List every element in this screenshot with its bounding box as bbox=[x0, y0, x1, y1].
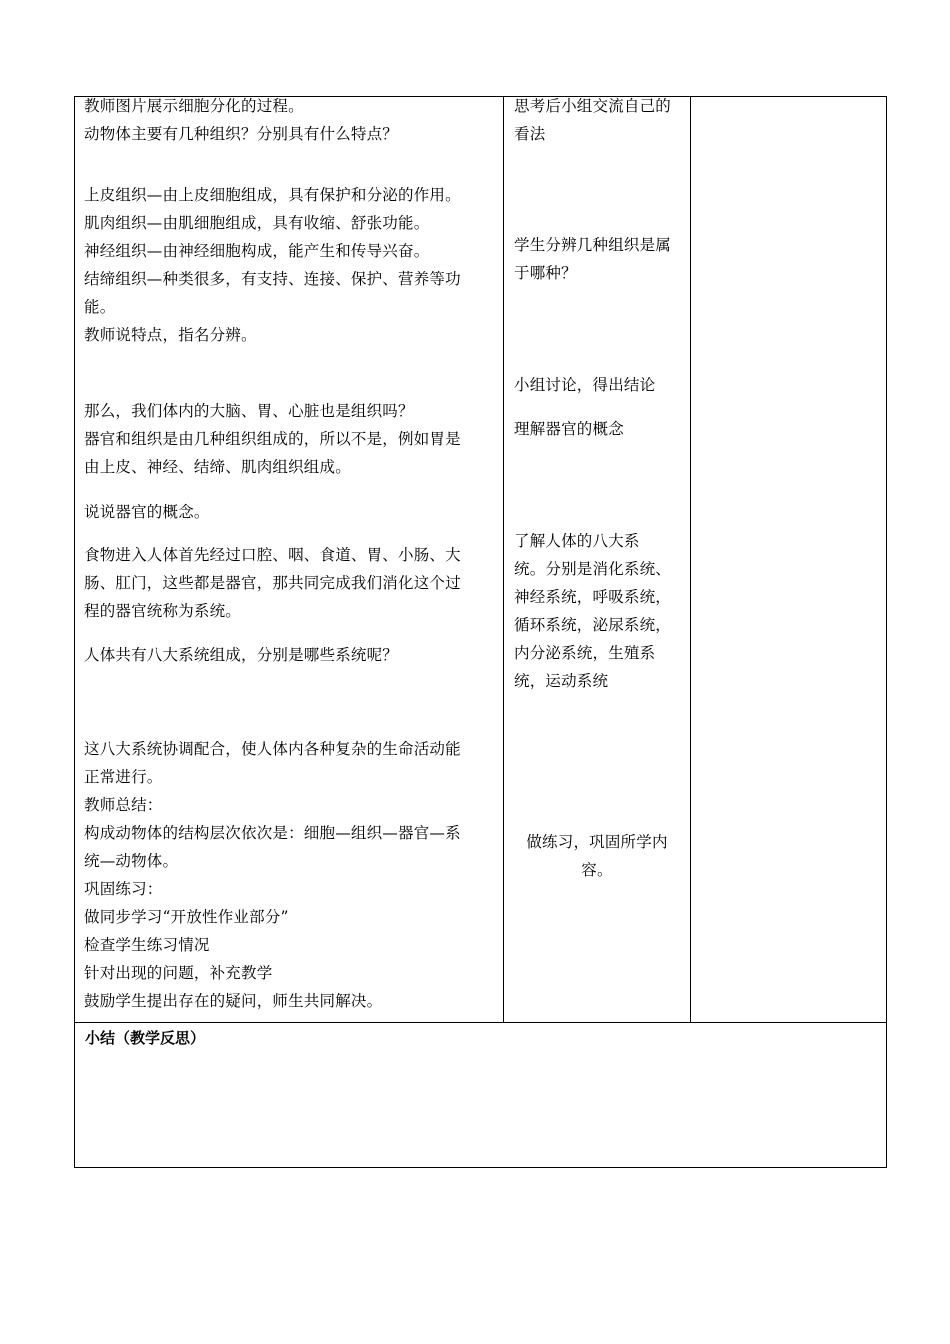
left-line-19: 构成动物体的结构层次依次是：细胞—组织—器官—系 bbox=[84, 824, 461, 842]
left-line-10: 由上皮、神经、结缔、肌肉组织组成。 bbox=[84, 458, 351, 476]
mid-line-0: 思考后小组交流自己的 bbox=[514, 97, 672, 115]
mid-line-5: 理解器官的概念 bbox=[514, 420, 624, 438]
left-line-11: 说说器官的概念。 bbox=[84, 503, 210, 521]
left-line-14: 程的器官统称为系统。 bbox=[84, 602, 242, 620]
mid-line-11: 统，运动系统 bbox=[514, 672, 609, 690]
mid-line-4: 小组讨论，得出结论 bbox=[514, 376, 656, 394]
left-line-15: 人体共有八大系统组成，分别是哪些系统呢？ bbox=[84, 646, 399, 664]
left-line-12: 食物进入人体首先经过口腔、咽、食道、胃、小肠、大 bbox=[84, 546, 461, 564]
left-line-4: 神经组织—由神经细胞构成，能产生和传导兴奋。 bbox=[84, 242, 430, 260]
mid-line-3: 于哪种？ bbox=[514, 264, 577, 282]
left-line-2: 上皮组织—由上皮细胞组成，具有保护和分泌的作用。 bbox=[84, 186, 461, 204]
mid-line-8: 神经系统，呼吸系统， bbox=[514, 588, 672, 606]
left-line-17: 正常进行。 bbox=[84, 768, 163, 786]
left-line-24: 针对出现的问题，补充教学 bbox=[84, 964, 273, 982]
left-line-1: 动物体主要有几种组织？分别具有什么特点？ bbox=[84, 125, 399, 143]
left-line-5: 结缔组织—种类很多，有支持、连接、保护、营养等功 bbox=[84, 270, 461, 288]
left-line-6: 能。 bbox=[84, 298, 116, 316]
left-line-8: 那么，我们体内的大脑、胃、心脏也是组织吗？ bbox=[84, 402, 414, 420]
mid-line-7: 统。分别是消化系统、 bbox=[514, 560, 672, 578]
row-divider bbox=[75, 1022, 886, 1023]
mid-line-9: 循环系统，泌尿系统， bbox=[514, 616, 672, 634]
left-line-16: 这八大系统协调配合，使人体内各种复杂的生命活动能 bbox=[84, 740, 461, 758]
left-line-7: 教师说特点，指名分辨。 bbox=[84, 326, 257, 344]
left-line-3: 肌肉组织—由肌细胞组成，具有收缩、舒张功能。 bbox=[84, 214, 430, 232]
lesson-table bbox=[74, 96, 887, 1168]
mid-line-2: 学生分辨几种组织是属 bbox=[514, 236, 672, 254]
left-line-0: 教师图片展示细胞分化的过程。 bbox=[84, 97, 304, 115]
left-line-22: 做同步学习“开放性作业部分” bbox=[84, 908, 289, 926]
summary-heading: 小结（教学反思） bbox=[85, 1029, 206, 1047]
mid-line-13: 容。 bbox=[581, 861, 613, 879]
mid-line-6: 了解人体的八大系 bbox=[514, 532, 640, 550]
left-line-20: 统—动物体。 bbox=[84, 852, 179, 870]
mid-line-1: 看法 bbox=[514, 125, 546, 143]
left-line-23: 检查学生练习情况 bbox=[84, 936, 210, 954]
mid-line-12: 做练习，巩固所学内 bbox=[526, 833, 668, 851]
left-line-9: 器官和组织是由几种组织组成的，所以不是，例如胃是 bbox=[84, 430, 461, 448]
left-line-18: 教师总结： bbox=[84, 796, 163, 814]
left-line-25: 鼓励学生提出存在的疑问，师生共同解决。 bbox=[84, 992, 383, 1010]
mid-line-10: 内分泌系统，生殖系 bbox=[514, 644, 656, 662]
left-line-13: 肠、肛门，这些都是器官，那共同完成我们消化这个过 bbox=[84, 574, 461, 592]
column-divider-2 bbox=[690, 97, 691, 1022]
left-line-21: 巩固练习： bbox=[84, 880, 163, 898]
